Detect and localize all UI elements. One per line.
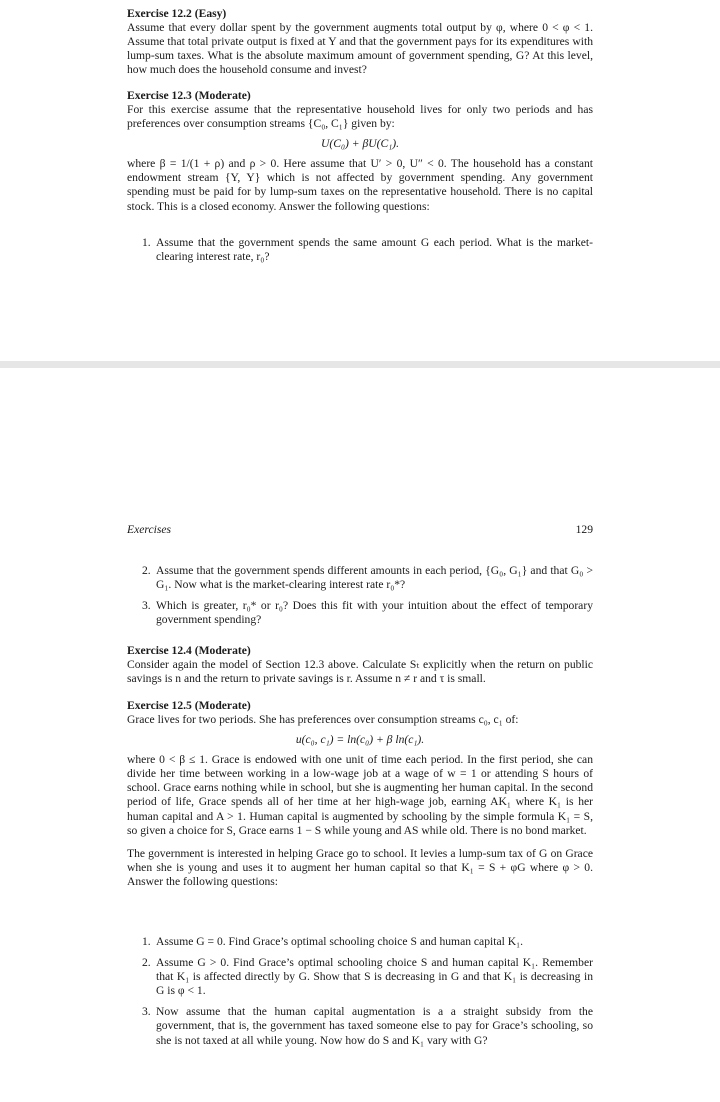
item-number: 3. <box>142 1005 151 1019</box>
exercise-title: Exercise 12.4 (Moderate) <box>127 644 251 657</box>
page-bottom <box>0 368 720 1102</box>
page-top <box>0 0 720 361</box>
list-item <box>142 236 593 264</box>
exercise-12-2 <box>127 7 593 77</box>
item-number: 1. <box>142 236 151 249</box>
running-header: Exercises <box>127 523 171 536</box>
item-text: Assume that the government spends the same amount G each period. What is the market-clearing interest rate, r₀? <box>156 236 593 264</box>
item-text: Now assume that the human capital augmentation is a a straight subsidy from the government, that is, the government has taxed someone else to pay for Grace’s schooling, so she is not taxed at all while young. Now how do S and K₁ vary with G? <box>156 1005 593 1047</box>
exercise-intro: Grace lives for two periods. She has preferences over consumption streams c₀, c₁ of: <box>127 713 519 726</box>
equation: U(C₀) + βU(C₁). <box>320 137 399 151</box>
list-item <box>142 564 593 592</box>
exercise-title: Exercise 12.3 (Moderate) <box>127 89 251 102</box>
item-text: Assume that the government spends different amounts in each period, {G₀, G₁} and that G₀ > G₁. Now what is the market-clearing interest rate r₀*? <box>156 564 593 592</box>
exercise-body: where β = 1/(1 + ρ) and ρ > 0. Here assume that U′ > 0, U″ < 0. The household has a constant endowment stream {Y, Y} which is not affected by government spending. Any government spending must be paid for by lump-sum taxes on the representative household. There is no capital stock. This is a closed economy. Answer the following questions: <box>127 157 593 213</box>
exercise-body: Assume that every dollar spent by the government augments total output by φ, where 0 < φ < 1. Assume that total private output is fixed at Y and that the government pays for its expenditures with lump-sum taxes. What is the absolute maximum amount of government spending, G? At this level, how much does the household consume and invest? <box>127 21 593 77</box>
page-divider <box>0 361 720 368</box>
exercise-12-5 <box>127 699 593 889</box>
item-number: 1. <box>142 935 151 948</box>
exercise-title: Exercise 12.2 (Easy) <box>127 7 227 20</box>
question-list <box>142 564 593 634</box>
page-number: 129 <box>575 523 593 536</box>
equation: u(c₀, c₁) = ln(c₀) + β ln(c₁). <box>295 733 425 747</box>
exercise-12-4 <box>127 644 593 686</box>
list-item <box>142 935 593 949</box>
exercise-body: where 0 < β ≤ 1. Grace is endowed with one unit of time each period. In the first period, she can divide her time between working in a low-wage job at a wage of w = 1 or attending S hours of school. Grace earns nothing while in school, but she is augmenting her human capital. In the second period of life, Grace spends all of her time at her high-wage job, earning AK₁ where K₁ is her human capital and A > 1. Human capital is augmented by schooling by the simple formula K₁ = S, so given a choice for S, Grace earns 1 − S while young and AS while old. There is no bond market. <box>127 753 593 837</box>
list-item <box>142 956 593 998</box>
item-number: 2. <box>142 564 151 577</box>
question-list <box>142 236 593 271</box>
exercise-12-3 <box>127 89 593 214</box>
item-text: Assume G = 0. Find Grace’s optimal schooling choice S and human capital K₁. <box>156 935 524 948</box>
item-number: 2. <box>142 956 151 970</box>
list-item <box>142 1005 593 1047</box>
exercise-body: Consider again the model of Section 12.3 above. Calculate Sₜ explicitly when the return on public savings is n and the return to private savings is r. Assume n ≠ r and τ is small. <box>127 658 593 686</box>
list-item <box>142 599 593 627</box>
item-text: Which is greater, r₀* or r₀? Does this fit with your intuition about the effect of temporary government spending? <box>156 599 593 627</box>
item-number: 3. <box>142 599 151 613</box>
exercise-intro: For this exercise assume that the representative household lives for only two periods and has preferences over consumption streams {C₀, C₁} given by: <box>127 103 593 131</box>
question-list <box>142 935 593 1055</box>
item-text: Assume G > 0. Find Grace’s optimal schooling choice S and human capital K₁. Remember that K₁ is affected directly by G. Show that S is decreasing in G and that K₁ is decreasing in G is φ < 1. <box>156 956 593 998</box>
exercise-title: Exercise 12.5 (Moderate) <box>127 699 251 712</box>
exercise-body: The government is interested in helping Grace go to school. It levies a lump-sum tax of G on Grace when she is young and uses it to augment her human capital so that K₁ = S + φG where φ > 0. Answer the following questions: <box>127 846 593 888</box>
